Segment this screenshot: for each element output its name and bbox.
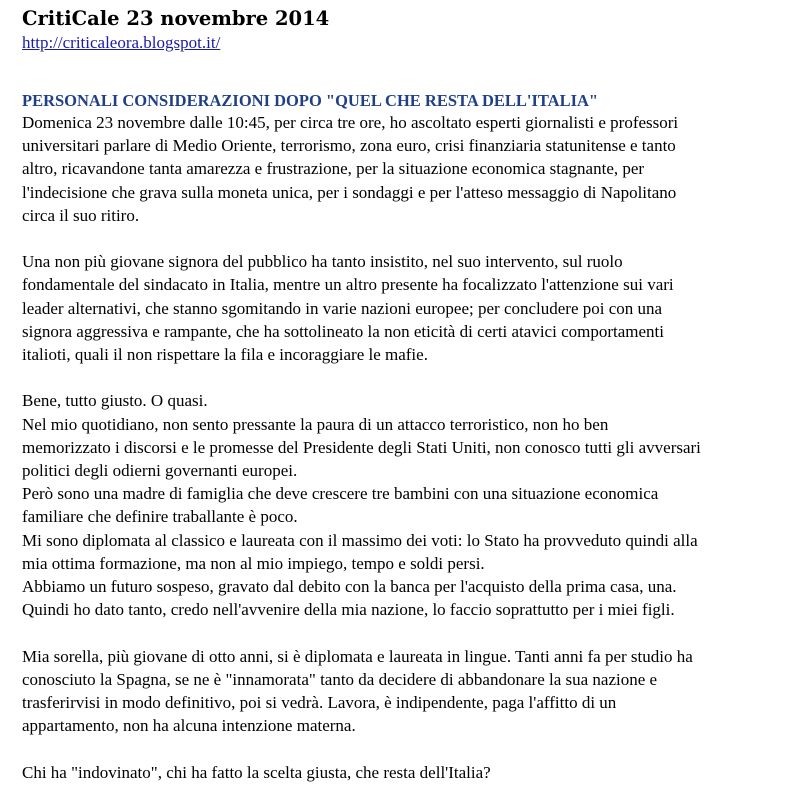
text-line: politici degli odierni governanti europei.	[22, 461, 298, 481]
text-line: Chi ha "indovinato", chi ha fatto la scelta giusta, che resta dell'Italia?	[22, 762, 491, 782]
text-line: Domenica 23 novembre dalle 10:45, per circa tre ore, ho ascoltato esperti giornalisti e professori	[22, 113, 679, 132]
text-line: trasferirvisi in modo definitivo, poi si vedrà. Lavora, è indipendente, paga l'affitto di un	[22, 693, 617, 713]
text-line: appartamento, non ha alcuna intenzione materna.	[22, 716, 356, 736]
text-line: Mi sono diplomata al classico e laureata con il massimo dei voti: lo Stato ha provveduto quindi alla	[22, 530, 698, 550]
text-line: conosciuto la Spagna, se ne è "innamorata" tanto da decidere di abbandonare la sua nazione e	[22, 669, 658, 689]
text-line: Però sono una madre di famiglia che deve crescere tre bambini con una situazione economica	[22, 484, 659, 504]
blog-url-link[interactable]: http://criticaleora.blogspot.it/	[22, 33, 221, 52]
text-line: Una non più giovane signora del pubblico ha tanto insistito, nel suo intervento, sul ruolo	[22, 252, 623, 272]
text-line: leader alternativi, che stanno sgomitando in varie nazioni europee; per concludere poi con una	[22, 298, 663, 318]
blog-title: CritiCale 23 novembre 2014	[22, 7, 330, 30]
text-line: circa il suo ritiro.	[22, 205, 140, 225]
post-heading: PERSONALI CONSIDERAZIONI DOPO "QUEL CHE RESTA DELL'ITALIA"	[22, 91, 599, 110]
text-line: Mia sorella, più giovane di otto anni, si è diplomata e laureata in lingue. Tanti anni fa per studio ha	[22, 646, 693, 666]
text-line: l'indecisione che grava sulla moneta unica, per i sondaggi e per l'atteso messaggio di Napolitano	[22, 182, 677, 202]
text-line: italioti, quali il non rispettare la fila e incoraggiare le mafie.	[22, 345, 428, 365]
text-line: Quindi ho dato tanto, credo nell'avvenire della mia nazione, lo faccio soprattutto per i miei figli.	[22, 600, 675, 620]
paragraph-3	[22, 389, 792, 621]
paragraph-1	[22, 111, 792, 227]
text-line: Bene, tutto giusto. O quasi.	[22, 391, 208, 411]
text-line: fondamentale del sindacato in Italia, mentre un altro presente ha focalizzato l'attenzione sui vari	[22, 275, 674, 295]
post-body	[22, 111, 792, 784]
text-line: memorizzato i discorsi e le promesse del Presidente degli Stati Uniti, non conosco tutti gli avversari	[22, 437, 701, 457]
text-line: familiare che definire traballante è poco.	[22, 507, 298, 527]
text-line: Abbiamo un futuro sospeso, gravato dal debito con la banca per l'acquisto della prima casa, una.	[22, 577, 677, 597]
text-line: signora aggressiva e rampante, che ha sottolineato la non eticità di certi atavici comportamenti	[22, 321, 664, 341]
text-line: altro, ricavandone tanta amarezza e frustrazione, per la situazione economica stagnante, per	[22, 159, 645, 179]
text-line: mia ottima formazione, ma non al mio impiego, tempo e soldi persi.	[22, 553, 485, 573]
paragraph-5	[22, 761, 792, 784]
text-line: Nel mio quotidiano, non sento pressante la paura di un attacco terroristico, non ho ben	[22, 414, 609, 434]
paragraph-4	[22, 645, 792, 738]
text-line: universitari parlare di Medio Oriente, terrorismo, zona euro, crisi finanziaria statunitense e tanto	[22, 136, 676, 156]
paragraph-2	[22, 250, 792, 366]
document-page	[22, 6, 792, 807]
